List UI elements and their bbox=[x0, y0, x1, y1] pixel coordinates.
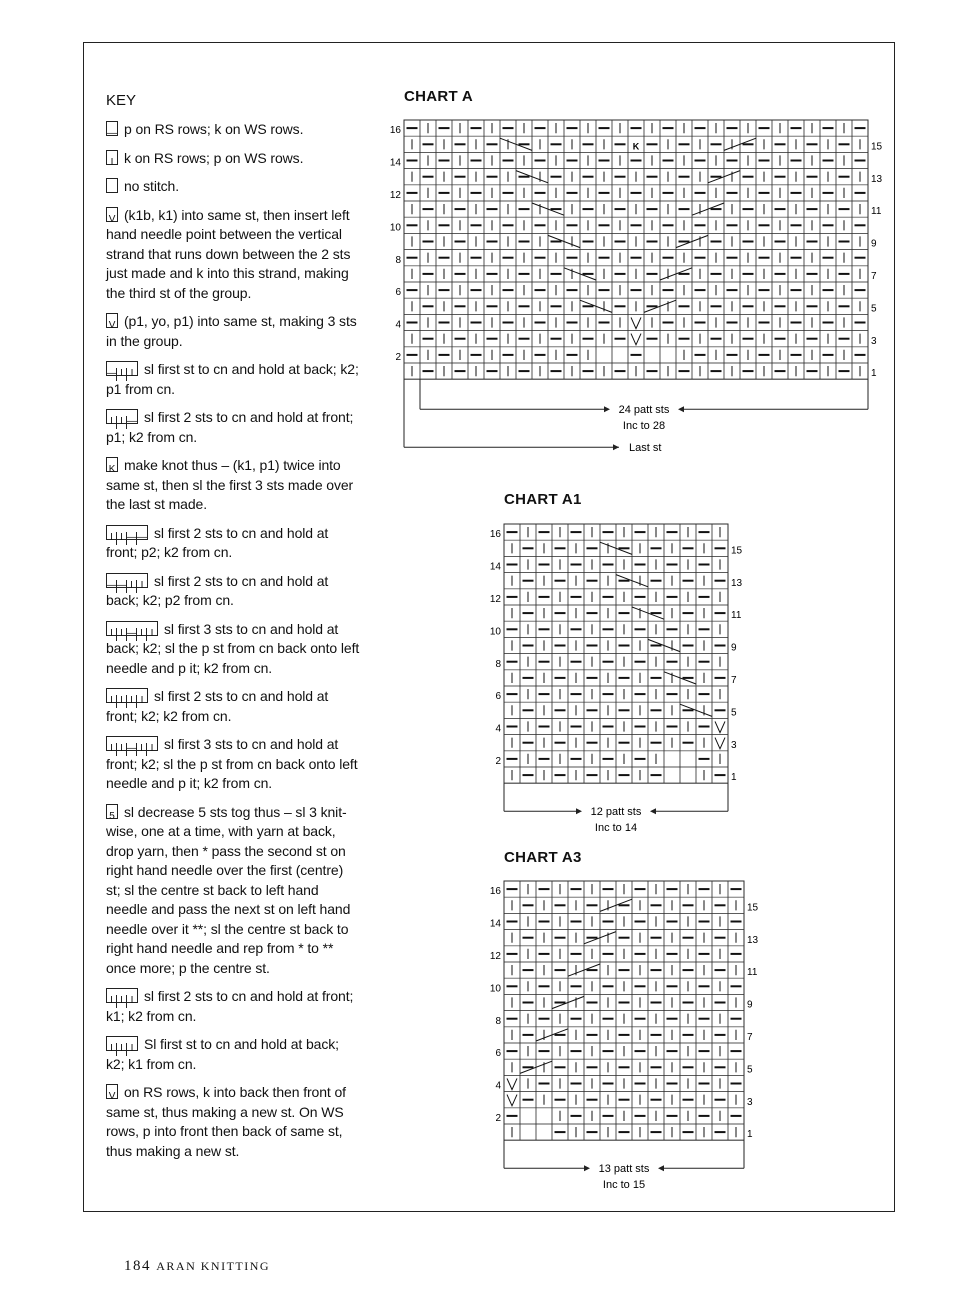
key-item-text: sl first 2 sts to cn and hold at front; p1; k2 from cn. bbox=[106, 409, 354, 445]
key-item-text: k on RS rows; p on WS rows. bbox=[124, 149, 304, 166]
no-stitch-icon bbox=[106, 178, 118, 193]
book-title: ARAN KNITTING bbox=[156, 1259, 271, 1273]
knit-icon: I bbox=[106, 150, 118, 165]
row-number: 2 bbox=[395, 352, 401, 363]
key-item bbox=[106, 803, 361, 979]
key-item-text: make knot thus – (k1, p1) twice into same st, then sl the first 3 sts made over the last st made. bbox=[106, 457, 354, 512]
row-number: 1 bbox=[747, 1129, 753, 1141]
key-item-text: sl first 2 sts to cn and hold at front; k1; k2 from cn. bbox=[106, 988, 354, 1024]
row-number: 16 bbox=[489, 886, 501, 898]
row-number: 6 bbox=[495, 691, 501, 703]
row-number: 10 bbox=[489, 626, 501, 638]
key-item-text: sl first 2 sts to cn and hold at front; p2; k2 from cn. bbox=[106, 524, 329, 560]
chart-a3-grid bbox=[485, 873, 770, 1193]
bracket-label: 13 patt sts bbox=[598, 1163, 650, 1176]
row-number: 7 bbox=[871, 271, 877, 282]
key-item bbox=[106, 360, 361, 399]
key-item bbox=[106, 1083, 361, 1161]
row-number: 12 bbox=[489, 951, 501, 962]
arrow-head bbox=[650, 808, 656, 814]
row-number: 5 bbox=[731, 707, 737, 719]
last-st-label: Last st bbox=[629, 442, 662, 455]
key-item bbox=[106, 456, 361, 515]
cross-front-3-icon: I I — I I bbox=[106, 736, 158, 751]
knot-icon: K bbox=[106, 457, 118, 472]
decrease-5-icon: 5 bbox=[106, 804, 118, 819]
cross-back-k2-p1-icon: — I I bbox=[106, 361, 138, 376]
key-item-text: sl first 2 sts to cn and hold at back; k2; p2 from cn. bbox=[106, 572, 329, 608]
row-number: 9 bbox=[747, 999, 753, 1011]
row-number: 13 bbox=[871, 173, 883, 185]
key-item-text: no stitch. bbox=[124, 178, 180, 194]
key-item-text: sl first 3 sts to cn and hold at back; k2; sl the p st from cn back onto left needle and p it; k2 from cn. bbox=[106, 620, 360, 676]
row-number: 5 bbox=[747, 1064, 753, 1076]
chart-a1-grid bbox=[485, 516, 755, 836]
key-item-text: Sl first st to cn and hold at back; k2; k1 from cn. bbox=[106, 1036, 339, 1072]
row-number: 8 bbox=[495, 658, 501, 670]
row-number: 14 bbox=[489, 561, 501, 573]
cross-front-k2-k2-icon: I I I I bbox=[106, 688, 148, 703]
key-item-text: sl first 2 sts to cn and hold at front; k2; k2 from cn. bbox=[106, 688, 329, 724]
arrow-head bbox=[678, 406, 684, 412]
chart-a-title: CHART A bbox=[404, 88, 474, 105]
key-list bbox=[106, 120, 361, 1170]
row-number: 10 bbox=[389, 222, 401, 234]
bracket-label: Inc to 14 bbox=[594, 822, 638, 835]
row-number: 5 bbox=[871, 303, 877, 315]
row-number: 6 bbox=[495, 1048, 501, 1060]
row-number: 9 bbox=[871, 238, 877, 250]
key-item-text: sl first st to cn and hold at back; k2; p1 from cn. bbox=[106, 361, 359, 397]
chart-a-grid bbox=[385, 112, 895, 457]
cross-back-k2-k1-icon: I I I bbox=[106, 1036, 138, 1051]
bracket-label: Inc to 28 bbox=[622, 420, 666, 433]
arrow-head bbox=[576, 808, 582, 814]
key-item bbox=[106, 177, 361, 197]
row-number: 8 bbox=[495, 1015, 501, 1027]
key-item bbox=[106, 408, 361, 447]
row-number: 7 bbox=[731, 675, 737, 686]
row-number: 8 bbox=[395, 254, 401, 266]
row-number: 16 bbox=[489, 529, 501, 541]
row-number: 15 bbox=[731, 545, 743, 557]
cross-back-k2-p2-icon: —— I I bbox=[106, 573, 148, 588]
row-number: 13 bbox=[731, 577, 743, 589]
key-item bbox=[106, 524, 361, 563]
page-footer bbox=[124, 1258, 270, 1275]
row-number: 2 bbox=[495, 756, 501, 767]
row-number: 15 bbox=[747, 902, 759, 914]
row-number: 10 bbox=[489, 983, 501, 995]
cross-back-3-icon: I I — I I bbox=[106, 621, 158, 636]
arrow-head bbox=[613, 444, 619, 450]
key-item-text: sl decrease 5 sts tog thus – sl 3 knit-wise, one at a time, with yarn at back, drop yarn, then * pass the second st on right hand needle over the first (centre) st; sl the centre st back to left hand needle and pass the next st on left hand needle over it **; sl the centre st back to right hand needle and rep from * to ** once more; p the centre st. bbox=[106, 803, 351, 976]
chart-a1-title: CHART A1 bbox=[504, 491, 582, 508]
bracket-label: Inc to 15 bbox=[602, 1179, 646, 1192]
arrow-head bbox=[584, 1165, 590, 1171]
row-number: 3 bbox=[871, 335, 877, 347]
row-number: 1 bbox=[731, 772, 737, 784]
row-number: 9 bbox=[731, 642, 737, 654]
key-item bbox=[106, 572, 361, 611]
key-item bbox=[106, 620, 361, 679]
key-item bbox=[106, 312, 361, 351]
key-item bbox=[106, 687, 361, 726]
arrow-head bbox=[604, 406, 610, 412]
k1b-k1-icon: V bbox=[106, 207, 118, 222]
row-number: 6 bbox=[395, 287, 401, 299]
key-item bbox=[106, 149, 361, 169]
increase-icon: V bbox=[106, 1084, 118, 1099]
row-number: 11 bbox=[871, 206, 882, 218]
chart-a3-title: CHART A3 bbox=[504, 849, 582, 866]
cross-front-p2-k2-icon: I I —— bbox=[106, 525, 148, 540]
row-number: 11 bbox=[731, 610, 742, 622]
arrow-head bbox=[658, 1165, 664, 1171]
knot-mark: K bbox=[632, 141, 640, 152]
bracket-label: 24 patt sts bbox=[618, 404, 670, 417]
row-number: 2 bbox=[495, 1113, 501, 1124]
row-number: 3 bbox=[747, 1096, 753, 1108]
key-item bbox=[106, 1035, 361, 1074]
key-item bbox=[106, 735, 361, 794]
row-number: 1 bbox=[871, 368, 877, 380]
row-number: 4 bbox=[495, 1080, 501, 1092]
key-title: KEY bbox=[106, 92, 137, 109]
row-number: 14 bbox=[389, 157, 401, 169]
row-number: 4 bbox=[395, 319, 401, 331]
row-number: 3 bbox=[731, 739, 737, 751]
key-item-text: (p1, yo, p1) into same st, making 3 sts in the group. bbox=[106, 313, 357, 349]
cross-front-k1-k2-icon: I I I bbox=[106, 988, 138, 1003]
row-number: 12 bbox=[489, 594, 501, 605]
page-number: 184 bbox=[124, 1258, 151, 1274]
key-item-text: on RS rows, k into back then front of same st, thus making a new st. On WS rows, p into front then back of same st, thus making a new st. bbox=[106, 1084, 346, 1159]
row-number: 14 bbox=[489, 918, 501, 930]
row-number: 16 bbox=[389, 125, 401, 137]
cross-front-p1-k2-icon: I I — bbox=[106, 409, 138, 424]
p1-yo-p1-icon: V bbox=[106, 313, 118, 328]
row-number: 4 bbox=[495, 723, 501, 735]
row-number: 7 bbox=[747, 1032, 753, 1043]
purl-icon: — bbox=[106, 121, 118, 136]
row-number: 11 bbox=[747, 967, 758, 979]
row-number: 12 bbox=[389, 190, 401, 201]
key-item bbox=[106, 120, 361, 140]
key-item-text: sl first 3 sts to cn and hold at front; k2; sl the p st from cn back onto left needle and p it; k2 from cn. bbox=[106, 736, 358, 791]
row-number: 13 bbox=[747, 934, 759, 946]
key-item bbox=[106, 206, 361, 304]
bracket-label: 12 patt sts bbox=[590, 806, 642, 819]
key-item-text: (k1b, k1) into same st, then insert left hand needle point between the vertical strand that runs down between the 2 sts just made and k into this strand, making the third st of the group. bbox=[106, 206, 351, 301]
key-item-text: p on RS rows; k on WS rows. bbox=[124, 121, 304, 137]
key-item bbox=[106, 987, 361, 1026]
row-number: 15 bbox=[871, 141, 883, 153]
